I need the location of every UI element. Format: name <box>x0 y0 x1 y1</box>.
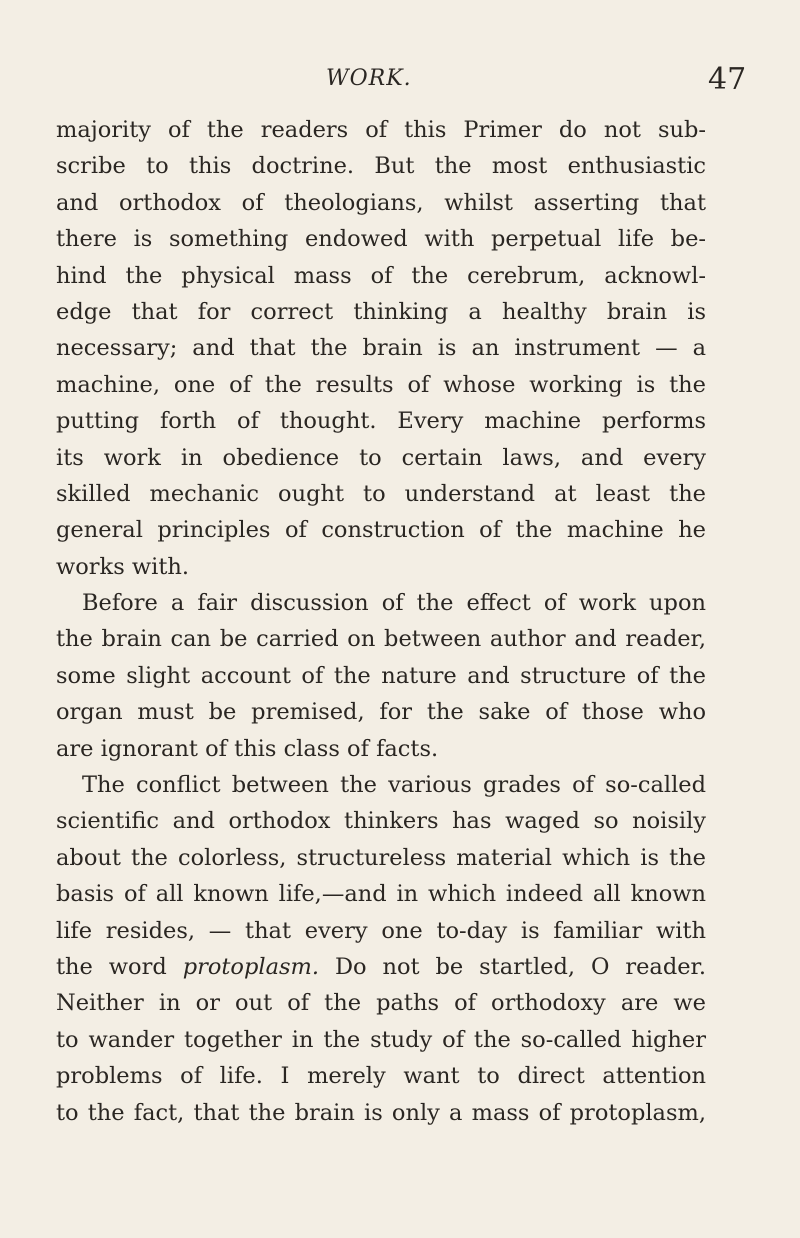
text-line: Neither in or out of the paths of orthodoxy are we <box>56 990 706 1017</box>
text-line: some slight account of the nature and structure of the <box>56 662 706 689</box>
running-head-title: WORK. <box>326 66 412 91</box>
text-line: hind the physical mass of the cerebrum, acknowl- <box>56 262 706 289</box>
page-number: 47 <box>708 62 747 97</box>
text-line: necessary; and that the brain is an instrument — a <box>56 335 706 362</box>
text-line-segment: Do not be startled, O reader. <box>334 953 706 980</box>
text-line: majority of the readers of this Primer do not sub- <box>56 117 706 143</box>
text-line: scribe to this doctrine. But the most enthusiastic <box>56 153 706 180</box>
text-line: basis of all known life,—and in which indeed all known <box>56 881 706 908</box>
text-line: The conflict between the various grades of so-called <box>82 772 706 799</box>
text-line: organ must be premised, for the sake of those who <box>56 699 706 726</box>
text-line: problems of life. I merely want to direct attention <box>56 1063 706 1090</box>
text-line: life resides, — that every one to-day is familiar with <box>56 917 706 944</box>
text-line: and orthodox of theologians, whilst asserting that <box>56 189 706 216</box>
text-line: there is something endowed with perpetual life be- <box>56 226 706 253</box>
text-line: to wander together in the study of the so-called higher <box>56 1026 706 1053</box>
text-line: are ignorant of this class of facts. <box>56 735 439 762</box>
text-line: its work in obedience to certain laws, and every <box>56 444 706 471</box>
text-line: to the fact, that the brain is only a mass of protoplasm, <box>56 1099 706 1126</box>
text-line: works with. <box>56 553 190 580</box>
text-line: about the colorless, structureless material which is the <box>56 844 706 871</box>
text-line: Before a fair discussion of the effect of work upon <box>82 590 706 617</box>
italic-term: protoplasm. <box>182 953 320 980</box>
text-line: the brain can be carried on between author and reader, <box>56 626 706 653</box>
text-line: putting forth of thought. Every machine performs <box>56 408 706 435</box>
text-line: machine, one of the results of whose working is the <box>56 371 706 398</box>
text-line: general principles of construction of the machine he <box>56 517 706 544</box>
body-text <box>56 112 706 1131</box>
text-line: scientific and orthodox thinkers has waged so noisily <box>56 808 706 835</box>
text-line: edge that for correct thinking a healthy brain is <box>56 298 706 325</box>
text-line <box>56 949 706 985</box>
running-head <box>0 60 800 104</box>
text-line: skilled mechanic ought to understand at least the <box>56 480 706 507</box>
text-line-segment: the word <box>56 953 167 980</box>
